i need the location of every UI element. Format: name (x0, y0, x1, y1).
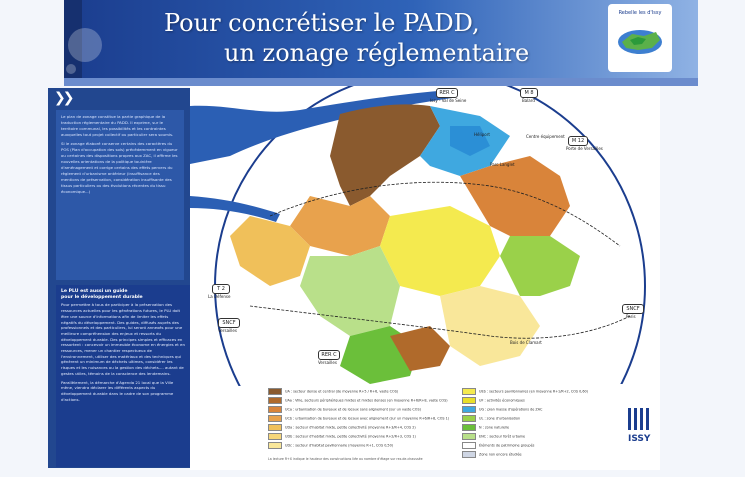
station-m8-sub: Balard (522, 98, 535, 103)
legend-item (268, 397, 448, 404)
legend-label: UCb : urbanisation de bureaux et de locaux avec alignement (sur un moyenne R+6/R+8, COS 1) (285, 416, 450, 421)
station-sncf-left-sub: Versailles (218, 328, 237, 333)
legend-swatch (268, 388, 282, 395)
legend-footnote: La lecture R+X indique le hauteur des constructions liée au nombre d'étage sur rez-de-chaussée (268, 457, 423, 461)
zoning-map (190, 86, 660, 386)
legend-swatch (268, 406, 282, 413)
legend-item (462, 442, 534, 449)
legend-swatch (462, 442, 476, 449)
legend-label: Éléments de patrimoine groupés (479, 443, 535, 448)
legend-label: UEb : secteurs pavillonnaires (en moyenne R+1/R+2, COS 0,60) (479, 389, 589, 394)
legend-swatch (268, 442, 282, 449)
legend-swatch (462, 424, 476, 431)
legend-swatch (268, 397, 282, 404)
legend-label: N : zone naturelle (479, 425, 510, 430)
decor-circle-small (66, 64, 76, 74)
legend-item (268, 406, 421, 413)
legend-label: UDc : secteur d'habitat pavillonnaire (moyenne R+1, COS 0,50) (285, 443, 394, 448)
intro-text-box (56, 110, 184, 280)
station-sncf-right: SNCF (622, 304, 644, 314)
station-rer-c-bottom-sub: Versailles (318, 360, 337, 365)
legend-label: UG : plan masse d'opérations de ZAC (479, 407, 543, 412)
map-label-parc: Parc Langlet (490, 162, 515, 167)
legend-swatch (268, 424, 282, 431)
legend-item (462, 433, 525, 440)
legend-item (268, 442, 393, 449)
issy-logo-mark (622, 404, 666, 434)
logo-caption: Rebelle les d'Issy (618, 10, 662, 16)
plu-paragraph-2: Parallèlement, la démarche d'Agenda 21 local que la Ville mène, viendra déclarer les différents aspects du développement durable dans le cadre de son programme d'actions. (61, 379, 174, 402)
intro-paragraph-2: Si le zonage élaboré conserve certains des caractères du POS (Plan d'occupation des sols) précédemment en vigueur ou certaines des dispositions propres aux ZAC, il affirme les nouvelles orientations de la politique touinière d'aménagement et corrige certains des effets pervers du règlement d'urbanisme antérieur (insuffisance des mentions de préservation, considération insuffisante des tissus particuliers ou des évolutions récentes du tissu économique...) (61, 141, 178, 194)
station-rer-c-bottom: RER C (318, 350, 340, 360)
legend-label: UAa : Ville, secteurs périphériques mixtes et mixtes denses (en moyenne R+6/R+8, vaste COS) (285, 398, 448, 403)
intro-paragraph-1: Le plan de zonage constitue la partie graphique de la traduction réglementaire du PADD. Il exprime, sur le territoire communal, les possibilités et les contraintes auxquelles tout projet collectif ou particulier sera soumis. (61, 114, 174, 137)
legend-swatch (462, 406, 476, 413)
map-label-centre: Centre équipement (526, 134, 565, 139)
station-m12: M 12 (568, 136, 588, 146)
station-rer-c-top: RER C (436, 88, 458, 98)
chevron-icon: ❯❯ (54, 90, 72, 106)
plu-heading-line-1: Le PLU est aussi un guide (61, 289, 128, 294)
decor-circle-large (68, 28, 102, 62)
issy-logo (622, 404, 666, 456)
legend-swatch (462, 433, 476, 440)
plu-heading (61, 289, 185, 300)
legend-label: UDa : secteur d'habitat mixte, petite collectivité (moyenne R+3/R+4, COS 2) (285, 425, 416, 430)
map-legend (262, 384, 656, 466)
legend-item (462, 415, 520, 422)
title-line-2: un zonage réglementaire (224, 39, 530, 67)
legend-swatch (268, 433, 282, 440)
legend-label: UL : zone d'urbanisation (479, 416, 521, 421)
station-m8: M 8 (520, 88, 538, 98)
station-sncf-left: SNCF (218, 318, 240, 328)
map-label-bois: Bois de Clamart (510, 340, 542, 345)
legend-label: UF : activités économiques (479, 398, 525, 403)
legend-item (462, 424, 509, 431)
station-t2-sub: La Défense (208, 294, 231, 299)
header-banner (64, 0, 698, 78)
station-rer-c-top-sub: Issy - Val de Seine (430, 98, 467, 103)
legend-label: UDb : secteur d'habitat mixte, petite collectivité (moyenne R+2/R+3, COS 1) (285, 434, 416, 439)
legend-swatch (462, 388, 476, 395)
legend-label: ENC : secteur forêt urbaine (479, 434, 526, 439)
legend-item (268, 433, 416, 440)
plu-text-box (56, 285, 190, 467)
logo-map-icon (608, 4, 672, 72)
plu-heading-line-2: pour le développement durable (61, 294, 143, 300)
legend-swatch (268, 415, 282, 422)
map-label-heliport: Héliport (474, 132, 490, 137)
legend-swatch (462, 415, 476, 422)
legend-item (268, 415, 449, 422)
legend-swatch (462, 397, 476, 404)
station-sncf-right-sub: Paris (626, 314, 636, 319)
legend-item (268, 388, 398, 395)
page-title (164, 8, 529, 68)
legend-item (462, 397, 525, 404)
header-underline-band (64, 78, 698, 86)
legend-item (462, 406, 542, 413)
legend-label: Zone non encore étudiée (479, 452, 522, 457)
issy-logo-word: ISSY (628, 434, 651, 444)
legend-item (462, 388, 588, 395)
station-m12-sub: Porte de Versailles (566, 146, 603, 151)
legend-item (268, 424, 416, 431)
legend-item (462, 451, 522, 458)
station-t2: T 2 (212, 284, 230, 294)
legend-label: UA : secteur dense et central (de moyenne R+5 / R+6, vaste COS) (285, 389, 399, 394)
legend-label: UCa : urbanisation de bureaux et de locaux sans alignement (sur un vaste COS) (285, 407, 421, 412)
title-line-1: Pour concrétiser le PADD, (164, 9, 480, 37)
legend-swatch (462, 451, 476, 458)
top-right-logo (608, 4, 672, 72)
plu-paragraph-1: Pour permettre à tous de participer à la préservation des ressources actuelles pour les générations futures, le PLU doit être une source d'informations afin de limiter les effets négatifs du développement. Des guides, diffusés auprès des professionnels et des particuliers, lui seront annexés pour une meilleure compréhension des enjeux et ressorts du développement durable. Des principes simples et efficaces en ressortent : concevoir un immeuble économe en énergies et en ressources, mener un chantier respectueux de l'environnement, utiliser des matériaux et des techniques qui génèrent un minimum de déchets ultimes, considérer les risques et les nuisances ou la gestion des déchets.... autant de gestes utiles, témoins de la conscience des lendemains. (61, 302, 185, 376)
